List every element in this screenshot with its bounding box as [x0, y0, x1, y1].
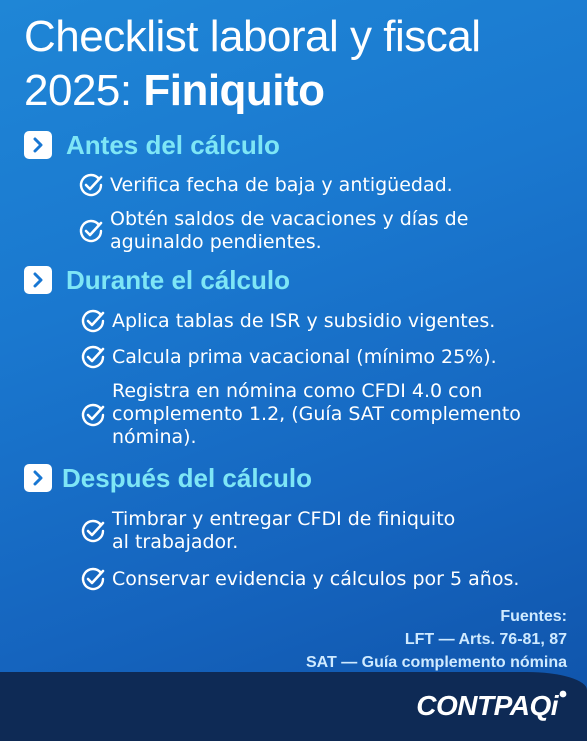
list-item: [80, 566, 519, 592]
item-text: Conservar evidencia y cálculos por 5 años.: [112, 567, 520, 590]
title-bold: Finiquito: [143, 66, 325, 115]
item-text: Timbrar y entregar CFDI de finiquito al trabajador.: [112, 508, 456, 553]
list-item: [80, 508, 472, 554]
list-item: [78, 208, 510, 254]
list-item: [78, 172, 453, 198]
check-circle-icon: [80, 518, 106, 544]
section-title: Antes del cálculo: [66, 129, 280, 160]
sources-heading: Fuentes:: [500, 608, 567, 625]
item-text: Calcula prima vacacional (mínimo 25%).: [112, 345, 497, 368]
title-regular: Checklist laboral y fiscal 2025:: [24, 12, 481, 115]
item-text: Aplica tablas de ISR y subsidio vigentes.: [112, 309, 496, 332]
source-line: SAT — Guía complemento nómina: [305, 654, 567, 671]
chevron-right-icon: [24, 464, 52, 492]
section-despues: [24, 463, 312, 493]
section-durante: [24, 265, 290, 295]
list-item: [80, 344, 497, 370]
item-text: Registra en nómina como CFDI 4.0 con complemento 1.2, (Guía SAT complemento nómina).: [112, 380, 521, 448]
brand-logo: [416, 690, 567, 722]
list-item: [80, 308, 495, 334]
list-item: [80, 380, 532, 449]
chevron-right-icon: [24, 131, 52, 159]
sources-block: [306, 605, 567, 674]
check-circle-icon: [80, 566, 106, 592]
source-line: LFT — Arts. 76-81, 87: [404, 631, 567, 648]
check-circle-icon: [78, 172, 104, 198]
logo-text: CONTPAQi: [416, 690, 558, 721]
check-circle-icon: [80, 308, 106, 334]
item-text: Verifica fecha de baja y antigüedad.: [110, 173, 453, 196]
chevron-right-icon: [24, 266, 52, 294]
page-title: [24, 10, 574, 118]
check-circle-icon: [80, 344, 106, 370]
logo-dot-icon: [559, 690, 567, 698]
section-title: Después del cálculo: [62, 462, 312, 493]
section-title: Durante el cálculo: [66, 264, 290, 295]
item-text: Obtén saldos de vacaciones y días de aguinaldo pendientes.: [110, 208, 469, 253]
check-circle-icon: [80, 402, 106, 428]
section-antes: [24, 130, 280, 160]
check-circle-icon: [78, 218, 104, 244]
